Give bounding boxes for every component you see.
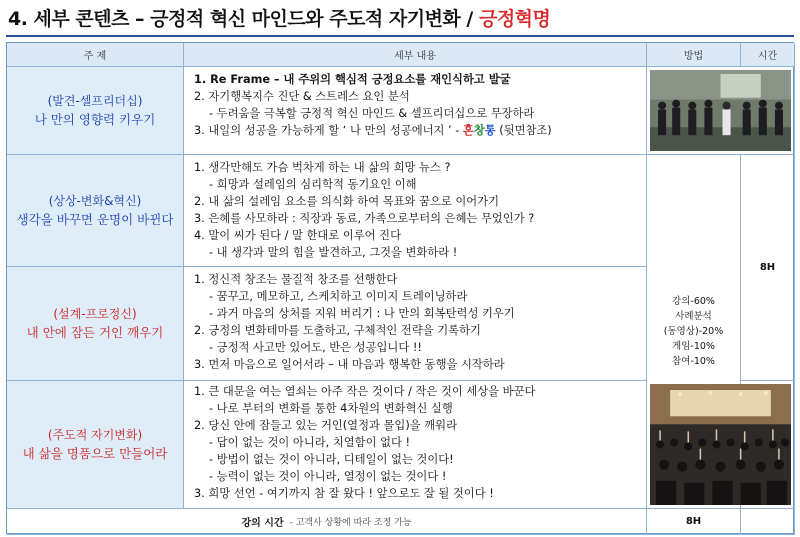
theme-main-1: 나 만의 영향력 키우기 <box>34 112 156 127</box>
detail-line: - 긍정적 사고만 있어도, 반은 성공입니다 !! <box>209 341 422 354</box>
detail-line: 3. 먼저 마음으로 일어서라 – 내 마음과 행복한 동행을 시작하라 <box>194 358 505 371</box>
detail-cell-4 <box>184 381 647 509</box>
method-line: 사례분석 <box>675 311 712 322</box>
theme-main-4: 내 삶을 명품으로 만들어라 <box>22 446 168 461</box>
detail-line: 2. 당신 안에 잠들고 있는 거인(열정과 몰입)을 깨워라 <box>194 419 457 432</box>
detail-line-note: (뒷면참조) <box>495 124 552 137</box>
keyword-hon: 혼 <box>462 124 474 137</box>
header-method: 방법 <box>647 43 741 67</box>
detail-line: - 나로 부터의 변화를 통한 4차원의 변화혁신 실행 <box>209 402 453 415</box>
theme-cell-1 <box>7 67 184 155</box>
header-detail: 세부 내용 <box>184 43 647 67</box>
footer-empty <box>741 509 795 535</box>
detail-line: 1. 생각만해도 가슴 벅차게 하는 내 삶의 희망 뉴스 ? <box>194 161 451 174</box>
theme-main-2: 생각을 바꾸면 운명이 바뀐다 <box>16 212 174 227</box>
detail-line: - 과거 마음의 상처를 지워 버리기 : 나 만의 회복탄력성 키우기 <box>209 307 515 320</box>
detail-line: - 꿈꾸고, 메모하고, 스케치하고 이미지 트레이닝하라 <box>209 290 468 303</box>
page-title <box>8 4 550 34</box>
detail-cell-1 <box>184 67 647 155</box>
content-table <box>6 42 794 534</box>
detail-line: 3. 희망 선언 - 여기까지 참 잘 왔다 ! 앞으로도 잘 될 것이다 ! <box>194 487 494 500</box>
title-divider <box>6 35 794 37</box>
detail-line: 3. 은혜를 사모하라 : 직장과 동료, 가족으로부터의 은혜는 무었인가 ? <box>194 212 535 225</box>
method-line: 게임-10% <box>672 341 715 352</box>
keyword-chang: 창 <box>473 124 485 137</box>
theme-sub-4: (주도적 자기변화) <box>47 428 143 442</box>
footer-label-cell <box>7 509 647 535</box>
detail-line-text: 3. 내일의 성공을 가능하게 할 ‘ 나 만의 성공에너지 ’ - <box>194 124 463 137</box>
detail-line: - 능력이 없는 것이 아니라, 열정이 없는 것이다 ! <box>209 470 447 483</box>
detail-line: 1. Re Frame – 내 주위의 핵심적 긍정요소를 재인식하고 발굴 <box>194 73 511 86</box>
time-cell: 8H <box>741 155 795 381</box>
method-line: (동영상)-20% <box>663 326 724 337</box>
conference-photo <box>647 381 795 509</box>
header-theme: 주 제 <box>7 43 184 67</box>
detail-line: 2. 긍정의 변화테마를 도출하고, 구체적인 전략을 기록하기 <box>194 324 481 337</box>
theme-cell-2 <box>7 155 184 267</box>
detail-line: 1. 정신적 창조는 물질적 창조를 선행한다 <box>194 273 398 286</box>
theme-sub-2: (상상-변화&혁신) <box>48 194 142 208</box>
detail-cell-3 <box>184 267 647 381</box>
detail-line: 1. 큰 대문을 여는 열쇠는 아주 작은 것이다 / 작은 것이 세상을 바꾼다 <box>194 385 536 398</box>
detail-line: - 두려움을 극복할 긍정적 혁신 마인드 & 셀프리더십으로 무장하라 <box>209 107 535 120</box>
keyword-tong: 통 <box>484 124 496 137</box>
detail-line <box>194 122 646 139</box>
footer-note: - 고객사 상황에 따라 조정 가능 <box>289 518 412 528</box>
header-time: 시간 <box>741 43 795 67</box>
detail-line: - 답이 없는 것이 아니라, 치열함이 없다 ! <box>209 436 411 449</box>
theme-cell-4 <box>7 381 184 509</box>
title-highlight: 긍정혁명 <box>478 8 551 30</box>
detail-line: - 방법이 없는 것이 아니라, 디테일이 없는 것이다! <box>209 453 454 466</box>
group-workshop-image <box>650 70 791 151</box>
theme-sub-3: (설계-프로정신) <box>53 307 137 321</box>
detail-line: 2. 자기행복지수 진단 & 스트레스 요인 분석 <box>194 90 410 103</box>
method-line: 참여-10% <box>672 356 715 367</box>
theme-cell-3 <box>7 267 184 381</box>
method-line: 강의-60% <box>672 296 715 307</box>
footer-label: 강의 시간 <box>241 518 284 529</box>
detail-cell-2 <box>184 155 647 267</box>
theme-main-3: 내 안에 잠든 거인 깨우기 <box>26 325 164 340</box>
detail-line: - 희망과 설레임의 심리학적 동기요인 이해 <box>209 178 417 191</box>
detail-line: - 내 생각과 말의 힘을 발견하고, 그것을 변화하라 ! <box>209 246 458 259</box>
footer-total: 8H <box>647 509 741 535</box>
detail-line: 4. 말이 씨가 된다 / 말 한대로 이루어 진다 <box>194 229 402 242</box>
detail-line: 2. 내 삶의 설레임 요소를 의식화 하여 목표와 꿈으로 이어가기 <box>194 195 500 208</box>
theme-sub-1: (발견-셀프리더십) <box>47 94 143 108</box>
workshop-photo <box>647 67 795 155</box>
conference-hall-image <box>650 384 791 505</box>
title-prefix: 4. 세부 콘텐츠 – 긍정적 혁신 마인드와 주도적 자기변화 / <box>8 8 479 30</box>
